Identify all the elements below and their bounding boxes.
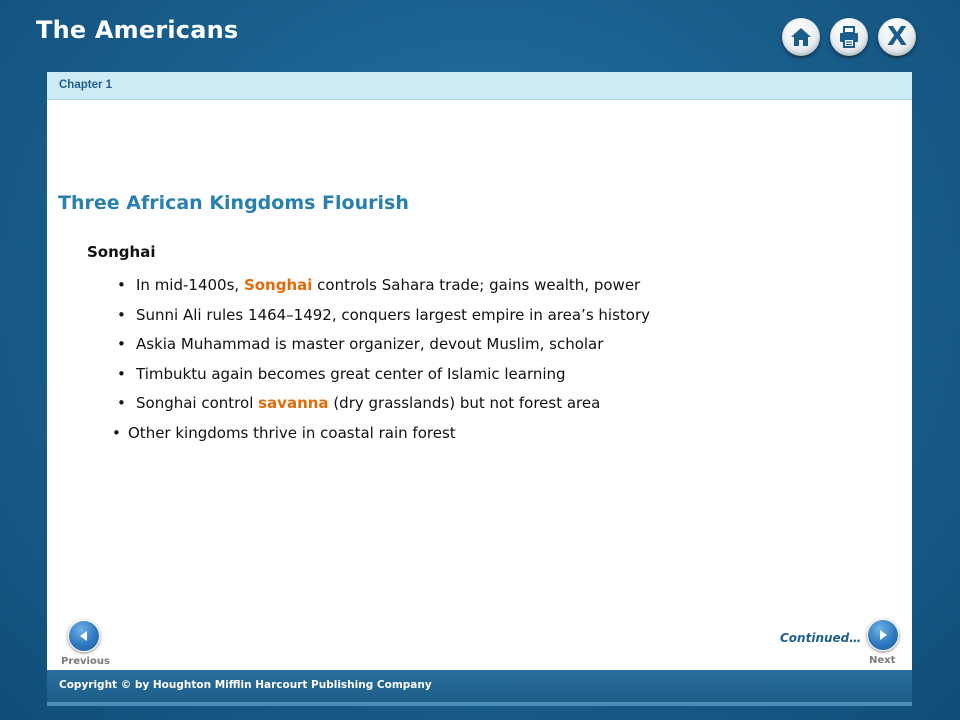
chapter-label: Chapter 1 — [59, 79, 113, 91]
next-button[interactable] — [867, 619, 899, 651]
bullet-list — [117, 271, 650, 448]
slide-heading: Three African Kingdoms Flourish — [58, 192, 409, 214]
bullet-text: controls Sahara trade; gains wealth, power — [312, 276, 641, 294]
toolbar — [782, 18, 916, 56]
list-item: • Timbuktu again becomes great center of Islamic learning — [117, 360, 650, 390]
bullet-text: (dry grasslands) but not forest area — [328, 394, 601, 412]
section-subheading: Songhai — [87, 243, 156, 261]
next-label: Next — [869, 655, 896, 666]
highlight-term: savanna — [258, 394, 329, 412]
arrow-left-icon — [77, 629, 91, 643]
close-icon: X — [886, 21, 908, 52]
list-item: • Sunni Ali rules 1464–1492, conquers largest empire in area’s history — [117, 301, 650, 331]
copyright-text: Copyright © by Houghton Mifflin Harcourt Publishing Company — [59, 679, 432, 691]
list-item: • Askia Muhammad is master organizer, devout Muslim, scholar — [117, 330, 650, 360]
continued-label: Continued… — [780, 631, 862, 645]
bullet-text: Songhai control — [136, 394, 259, 412]
list-item — [117, 271, 650, 301]
app-title: The Americans — [36, 16, 239, 44]
arrow-right-icon — [876, 628, 890, 642]
home-icon — [789, 25, 813, 49]
list-item — [117, 389, 650, 419]
list-item: • Other kingdoms thrive in coastal rain forest — [112, 419, 650, 449]
slide-content — [47, 72, 912, 670]
previous-label: Previous — [61, 656, 110, 667]
bullet-text: In mid-1400s, — [136, 276, 244, 294]
footer-bar — [47, 670, 912, 706]
previous-button[interactable] — [68, 620, 100, 652]
close-button[interactable] — [878, 18, 916, 56]
highlight-term: Songhai — [243, 276, 313, 294]
chapter-bar — [47, 72, 912, 100]
printer-icon — [837, 25, 861, 49]
print-button[interactable] — [830, 18, 868, 56]
home-button[interactable] — [782, 18, 820, 56]
